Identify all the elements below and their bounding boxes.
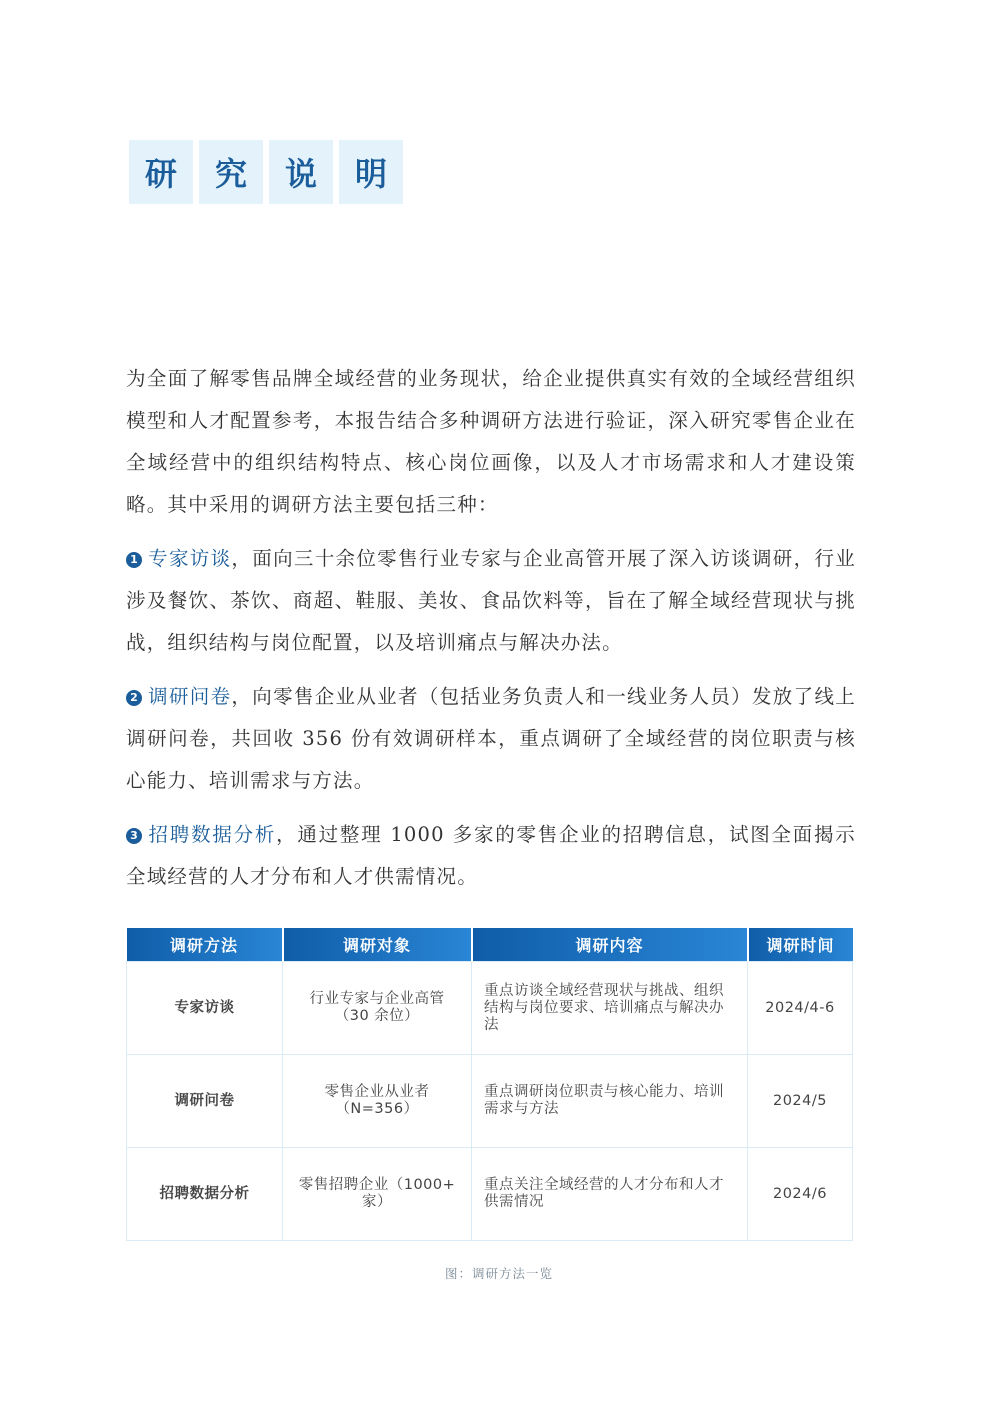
cell-method: 调研问卷 bbox=[127, 1055, 283, 1148]
title-char: 研 bbox=[129, 140, 193, 204]
cell-time: 2024/4-6 bbox=[748, 962, 853, 1055]
cell-content: 重点调研岗位职责与核心能力、培训需求与方法 bbox=[472, 1055, 748, 1148]
cell-method: 招聘数据分析 bbox=[127, 1148, 283, 1241]
method-description: ，向零售企业从业者（包括业务负责人和一线业务人员）发放了线上调研问卷，共回收 356 份有效调研样本，重点调研了全域经营的岗位职责与核心能力、培训需求与方法。 bbox=[126, 685, 856, 792]
cell-time: 2024/6 bbox=[748, 1148, 853, 1241]
method-paragraph-1 bbox=[126, 538, 856, 664]
cell-target: 零售企业从业者（N=356） bbox=[283, 1055, 472, 1148]
method-paragraph-3 bbox=[126, 814, 856, 898]
cell-target: 行业专家与企业高管（30 余位） bbox=[283, 962, 472, 1055]
method-name: 招聘数据分析 bbox=[148, 823, 277, 846]
header-time: 调研时间 bbox=[748, 928, 853, 962]
method-paragraph-2 bbox=[126, 676, 856, 802]
method-description: ，通过整理 1000 多家的零售企业的招聘信息，试图全面揭示全域经营的人才分布和人才供需情况。 bbox=[126, 823, 856, 888]
header-method: 调研方法 bbox=[127, 928, 283, 962]
header-target: 调研对象 bbox=[283, 928, 472, 962]
title-char: 明 bbox=[339, 140, 403, 204]
cell-target: 零售招聘企业（1000+ 家） bbox=[283, 1148, 472, 1241]
table-header-row bbox=[127, 928, 853, 962]
intro-paragraph: 为全面了解零售品牌全域经营的业务现状，给企业提供真实有效的全域经营组织模型和人才配置参考，本报告结合多种调研方法进行验证，深入研究零售企业在全域经营中的组织结构特点、核心岗位画像，以及人才市场需求和人才建设策略。其中采用的调研方法主要包括三种： bbox=[126, 367, 856, 516]
cell-method: 专家访谈 bbox=[127, 962, 283, 1055]
header-content: 调研内容 bbox=[472, 928, 748, 962]
method-description: ，面向三十余位零售行业专家与企业高管开展了深入访谈调研，行业涉及餐饮、茶饮、商超、鞋服、美妆、食品饮料等，旨在了解全域经营现状与挑战，组织结构与岗位配置，以及培训痛点与解决办法。 bbox=[126, 547, 856, 654]
body-text bbox=[126, 358, 856, 910]
cell-content: 重点关注全域经营的人才分布和人才供需情况 bbox=[472, 1148, 748, 1241]
title-char: 究 bbox=[199, 140, 263, 204]
section-title bbox=[129, 140, 403, 204]
method-name: 调研问卷 bbox=[148, 685, 232, 708]
number-1-icon: 1 bbox=[126, 552, 142, 568]
cell-time: 2024/5 bbox=[748, 1055, 853, 1148]
figure-caption: 图：调研方法一览 bbox=[444, 1266, 553, 1281]
method-name: 专家访谈 bbox=[148, 547, 232, 570]
table-row bbox=[127, 962, 853, 1055]
methods-table bbox=[126, 928, 853, 1241]
title-char: 说 bbox=[269, 140, 333, 204]
table-row bbox=[127, 1055, 853, 1148]
number-2-icon: 2 bbox=[126, 690, 142, 706]
cell-content: 重点访谈全域经营现状与挑战、组织结构与岗位要求、培训痛点与解决办法 bbox=[472, 962, 748, 1055]
table-row bbox=[127, 1148, 853, 1241]
number-3-icon: 3 bbox=[126, 828, 142, 844]
